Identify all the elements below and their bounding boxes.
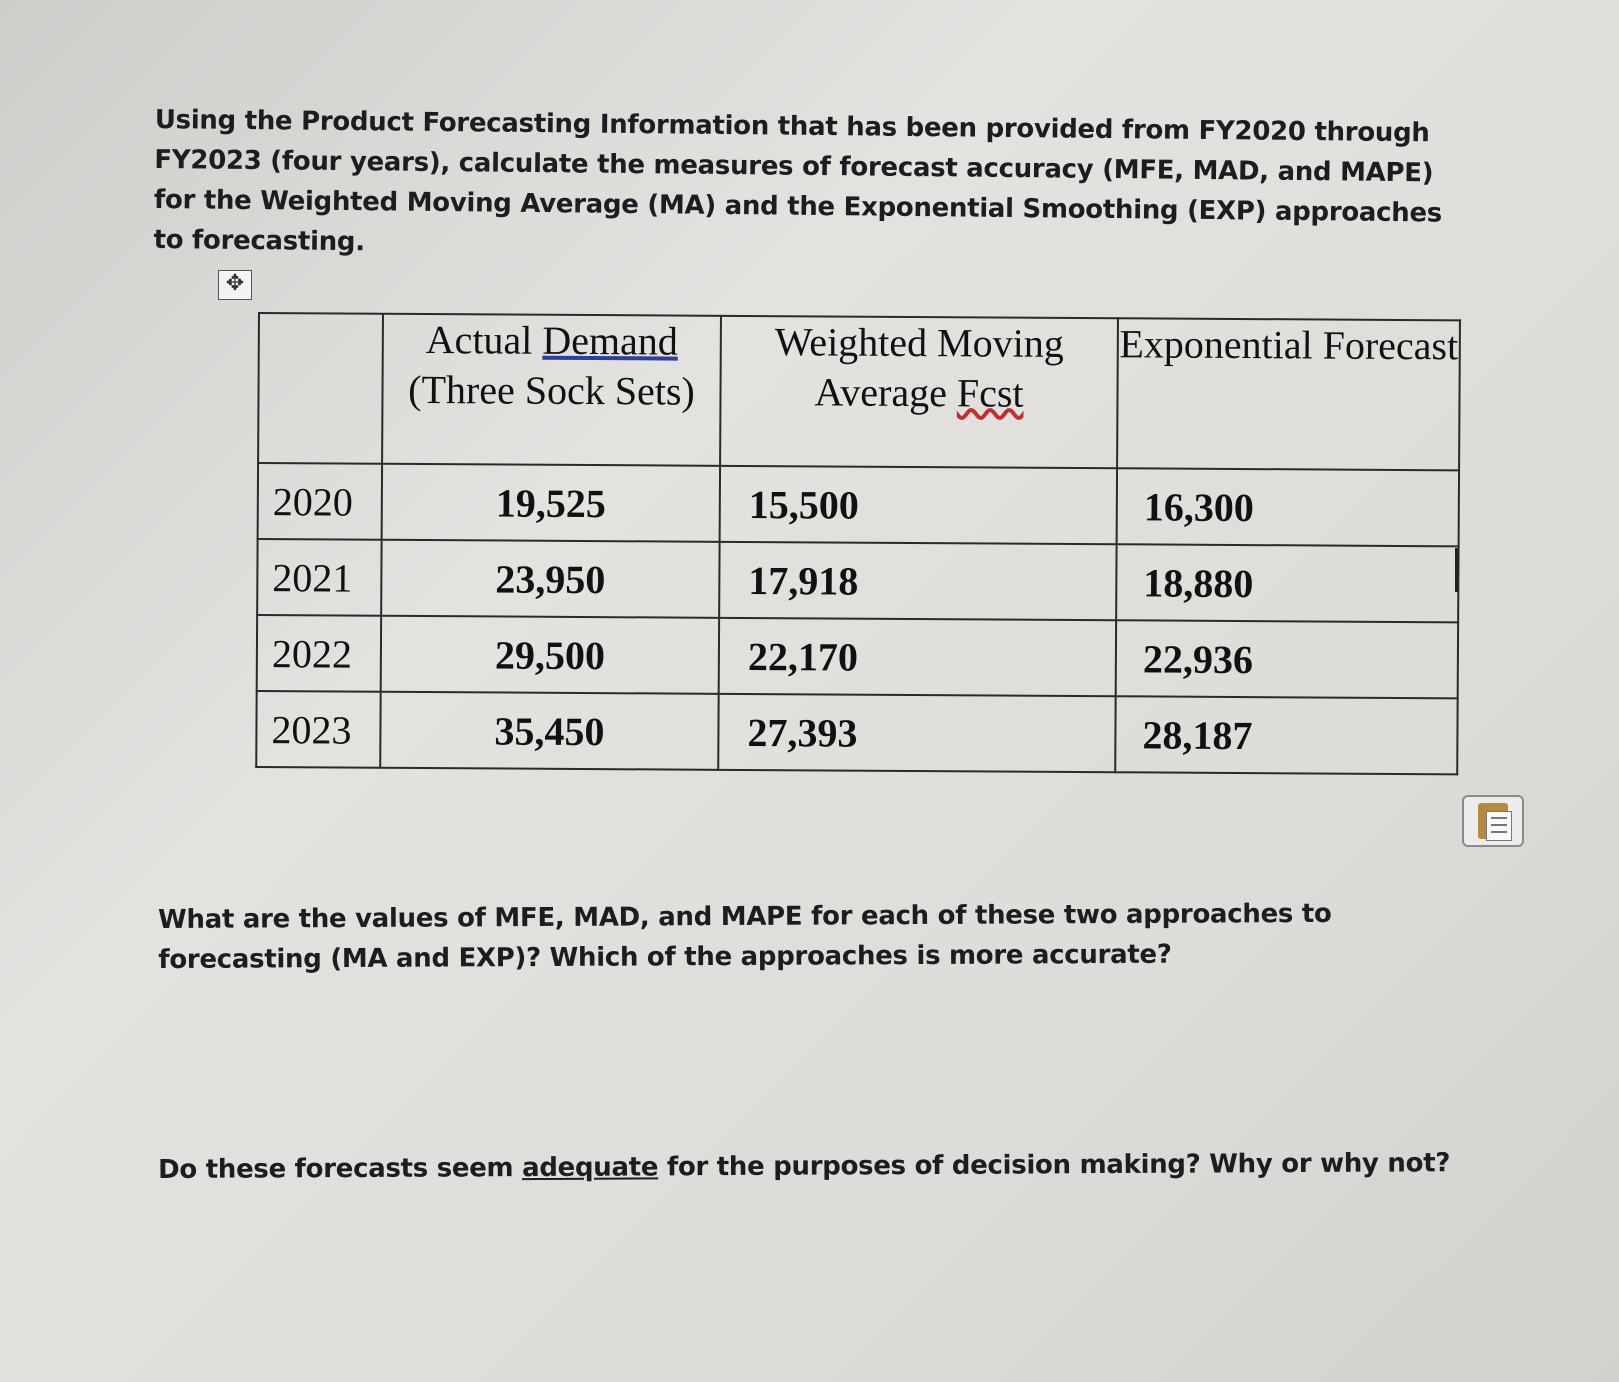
header-weighted-moving-average xyxy=(720,316,1118,468)
cell-year: 2023 xyxy=(256,691,380,768)
move-handle-icon[interactable]: ✥ xyxy=(218,270,252,300)
cell-actual: 23,950 xyxy=(381,540,719,618)
cell-exp: 22,936 xyxy=(1116,620,1458,698)
table-row xyxy=(256,691,1457,774)
cell-year: 2020 xyxy=(258,463,382,540)
table-row xyxy=(257,615,1458,698)
table-header-row xyxy=(258,313,1460,470)
cell-exp: 28,187 xyxy=(1115,696,1457,774)
cell-year: 2021 xyxy=(257,539,381,616)
header-actual-part1: Actual xyxy=(425,317,543,363)
forecast-table-wrapper xyxy=(255,312,1461,775)
header-actual-part3: (Three Sock Sets) xyxy=(408,366,695,414)
cell-actual: 19,525 xyxy=(382,464,720,542)
cell-actual: 29,500 xyxy=(381,616,719,694)
cell-wma: 15,500 xyxy=(720,466,1117,544)
paste-options-icon[interactable] xyxy=(1462,795,1524,847)
cell-exp: 18,880 xyxy=(1116,544,1458,622)
header-wma-part2: Fcst xyxy=(956,370,1024,416)
cell-exp: 16,300 xyxy=(1117,468,1459,546)
header-exponential-forecast: Exponential Forecast xyxy=(1117,318,1460,470)
intro-paragraph: Using the Product Forecasting Information that has been provided from FY2020 through FY2023 (four years), calculate the measures of forecast accuracy (MFE, MAD, and MAPE) for the Weighted Moving Average (MA) and the Exponential Smoothing (EXP) approaches to forecasting. xyxy=(153,104,1443,258)
text-cursor xyxy=(1455,548,1458,592)
header-wma-part1: Weighted Moving Average xyxy=(774,319,1064,416)
table-row xyxy=(258,463,1459,546)
header-actual-part2: Demand xyxy=(542,317,679,364)
cell-actual: 35,450 xyxy=(380,692,718,770)
table-row xyxy=(257,539,1458,622)
question2-before: Do these forecasts seem xyxy=(158,1153,523,1185)
cell-year: 2022 xyxy=(257,615,381,692)
cell-wma: 17,918 xyxy=(719,542,1116,620)
forecast-table xyxy=(255,312,1461,775)
question-accuracy: What are the values of MFE, MAD, and MAPE for each of these two approaches to forecasting (MA and EXP)? Which of the approaches is more accurate? xyxy=(158,898,1332,975)
question-adequacy xyxy=(158,1143,1458,1190)
question2-after: for the purposes of decision making? Why or why not? xyxy=(658,1148,1451,1183)
header-actual-demand xyxy=(382,314,721,466)
cell-wma: 22,170 xyxy=(719,618,1116,696)
header-year xyxy=(258,313,383,464)
cell-wma: 27,393 xyxy=(718,694,1115,772)
question2-underlined: adequate xyxy=(521,1152,659,1184)
paste-sheet-icon xyxy=(1486,811,1512,841)
